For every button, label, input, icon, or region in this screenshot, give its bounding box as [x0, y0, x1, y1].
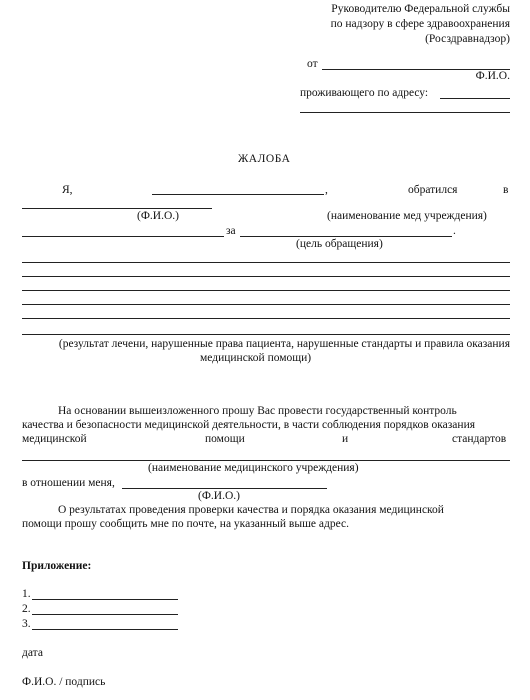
notify-line2: помощи прошу сообщить мне по почте, на указанный выше адрес.	[22, 518, 349, 530]
intro-fio-line	[152, 194, 324, 195]
attachment-heading: Приложение:	[22, 560, 92, 572]
result-caption-line1: (результат лечени, нарушенные права пациента, нарушенные стандарты и правила оказания	[58, 338, 510, 350]
regarding-label: в отношении меня,	[22, 477, 115, 489]
date-label: дата	[22, 647, 43, 659]
intro-institution-caption: (наименование мед учреждения)	[327, 210, 487, 222]
from-fio-caption: Ф.И.О.	[475, 70, 510, 82]
intro-fio-caption: (Ф.И.О.)	[137, 210, 179, 222]
request-line3-d: стандартов	[452, 433, 507, 445]
request-institution-caption: (наименование медицинского учреждения)	[148, 462, 359, 474]
description-line-2	[22, 276, 510, 277]
intro-purpose-line	[240, 236, 452, 237]
intro-pronoun: Я,	[62, 184, 73, 196]
addressee-line3: (Росздравнадзор)	[425, 33, 510, 45]
intro-za: за	[226, 225, 236, 237]
description-line-4	[22, 304, 510, 305]
intro-line-left	[22, 208, 212, 209]
attachment-item-2-line	[32, 614, 178, 615]
address-line-2	[300, 112, 510, 113]
intro-verb: обратился	[408, 184, 458, 196]
result-caption-line2: медицинской помощи)	[200, 352, 312, 364]
address-line-1	[440, 98, 510, 99]
regarding-fio-caption: (Ф.И.О.)	[198, 490, 240, 502]
attachment-item-3-number: 3.	[22, 618, 31, 630]
description-line-6	[22, 334, 510, 335]
request-institution-line	[22, 460, 510, 461]
addressee-line2: по надзору в сфере здравоохранения	[330, 18, 510, 30]
attachment-item-1-line	[32, 599, 178, 600]
addressee-line1: Руководителю Федеральной службы	[331, 3, 510, 15]
intro-purpose-caption: (цель обращения)	[296, 238, 383, 250]
description-line-3	[22, 290, 510, 291]
address-label: проживающего по адресу:	[300, 87, 429, 99]
request-line3-b: помощи	[205, 433, 245, 445]
signature-label: Ф.И.О. / подпись	[22, 676, 106, 688]
description-line-1	[22, 262, 510, 263]
intro-comma: ,	[325, 184, 328, 196]
intro-institution-line	[22, 236, 224, 237]
attachment-item-1-number: 1.	[22, 588, 31, 600]
attachment-item-3-line	[32, 629, 178, 630]
intro-prep: в	[503, 184, 509, 196]
intro-dot: .	[453, 225, 456, 237]
from-label: от	[307, 58, 318, 70]
regarding-fio-line	[122, 488, 327, 489]
document-title: ЖАЛОБА	[238, 153, 291, 165]
request-line3-c: и	[342, 433, 349, 445]
request-line1: На основании вышеизложенного прошу Вас провести государственный контроль	[58, 405, 457, 417]
attachment-item-2-number: 2.	[22, 603, 31, 615]
description-line-5	[22, 318, 510, 319]
request-line3-a: медицинской	[22, 433, 87, 445]
notify-line1: О результатах проведения проверки качества и порядка оказания медицинской	[58, 504, 444, 516]
request-line2: качества и безопасности медицинской деятельности, в части соблюдения порядков оказания	[22, 419, 476, 431]
